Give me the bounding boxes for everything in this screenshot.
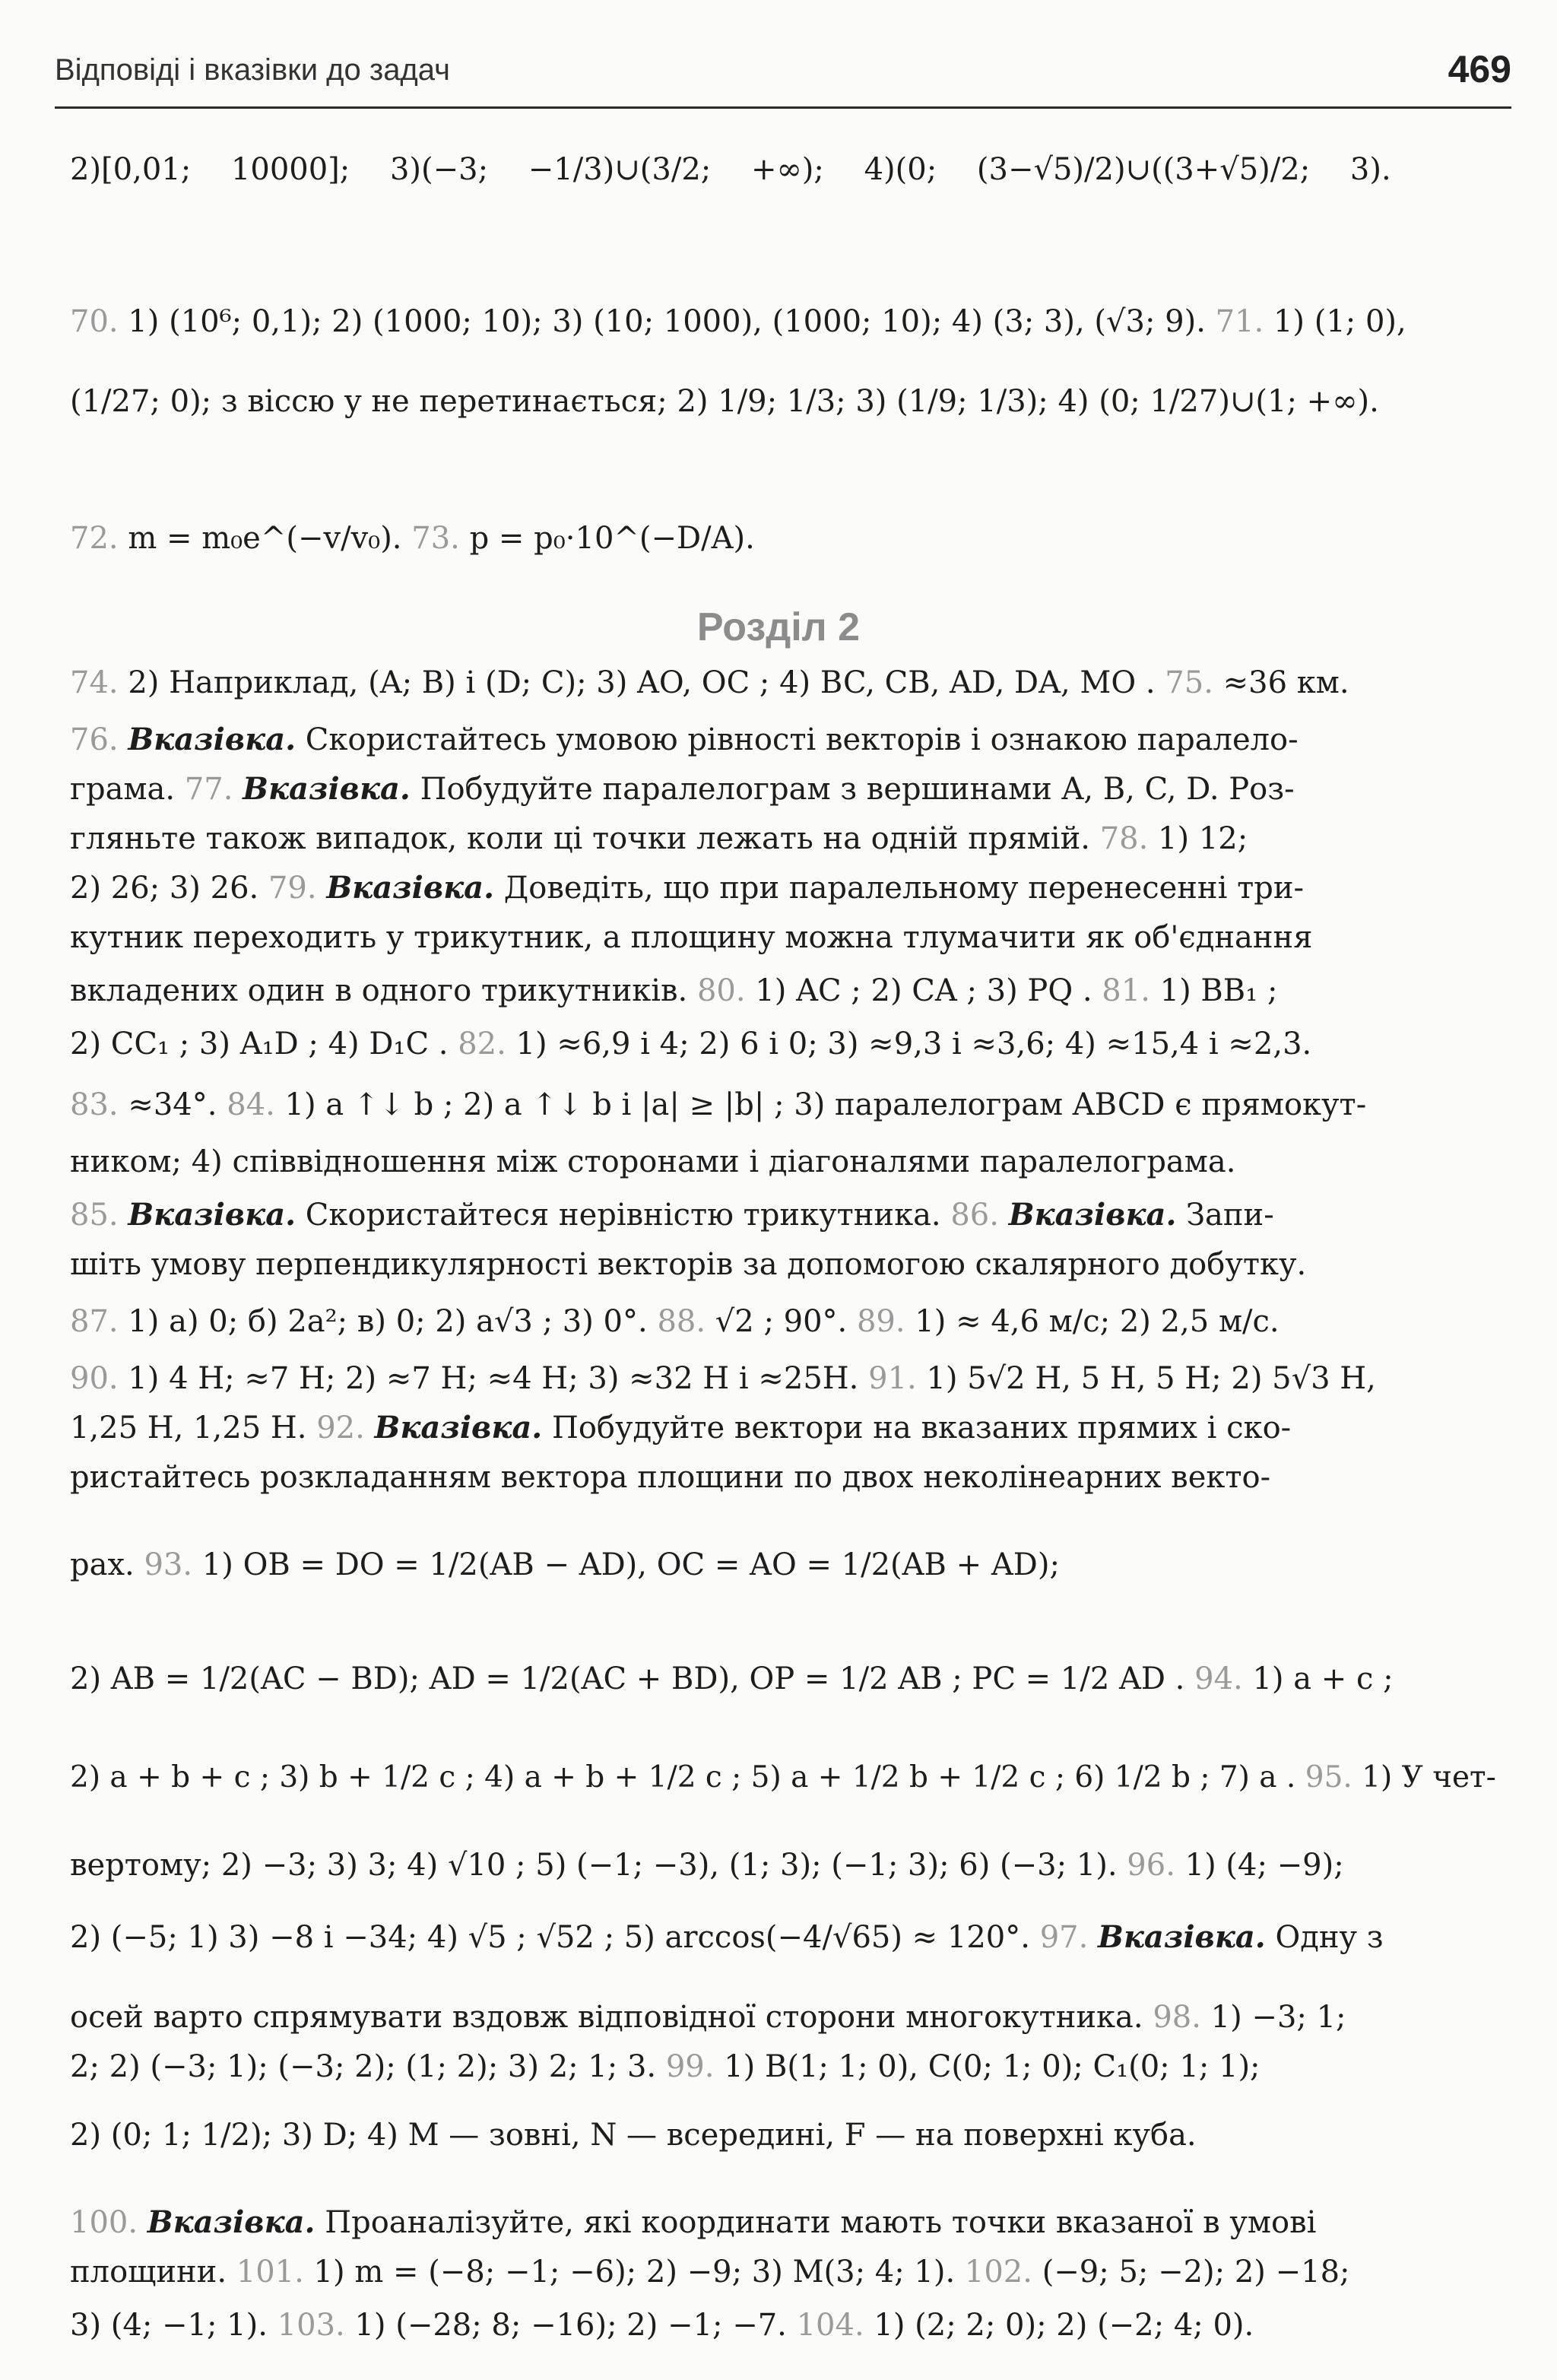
- answer-text: 1) (1; 0),: [1273, 304, 1406, 339]
- answer-line: [70, 2045, 1514, 2088]
- answer-line: [70, 1756, 1514, 1799]
- answer-line: [70, 517, 1514, 560]
- problem-number: 82.: [458, 1027, 506, 1061]
- problem-number: 101.: [236, 2255, 304, 2290]
- answer-text: (−9; 5; −2); 2) −18;: [1042, 2255, 1350, 2290]
- problem-number: 86.: [950, 1198, 999, 1233]
- problem-number: 70.: [70, 304, 119, 339]
- problem-number: 77.: [184, 772, 233, 807]
- answer-line: [70, 380, 1514, 423]
- problem-number: 94.: [1194, 1661, 1243, 1696]
- answer-text: площини.: [70, 2255, 227, 2290]
- problem-number: 103.: [277, 2308, 345, 2343]
- answer-text: 4)(0; (3−√5)/2)∪((3+√5)/2; 3).: [864, 152, 1391, 187]
- hint-label: Вказівка.: [1008, 1197, 1177, 1233]
- answer-text: 2) (0; 1; 1/2); 3) D; 4) M — зовні, N — всередині, F — на поверхні куба.: [70, 2118, 1197, 2153]
- answer-text: Доведіть, що при паралельному перенесенні три-: [503, 871, 1304, 906]
- answer-text: 1) B(1; 1; 0), C(0; 1; 0); C₁(0; 1; 1);: [724, 2049, 1261, 2084]
- answer-text: 2) 26; 3) 26.: [70, 871, 259, 906]
- answer-text: 2) CC₁ ; 3) A₁D ; 4) D₁C .: [70, 1027, 449, 1061]
- answer-line: [70, 1084, 1514, 1126]
- hint-label: Вказівка.: [128, 1197, 296, 1233]
- problem-number: 91.: [868, 1361, 917, 1396]
- answer-line: [70, 817, 1514, 860]
- problem-number: 76.: [70, 722, 119, 757]
- answer-line: [70, 1023, 1514, 1065]
- answer-text: 1) (2; 2; 0); 2) (−2; 4; 0).: [874, 2308, 1254, 2343]
- problem-number: 87.: [70, 1304, 119, 1339]
- answer-line: [70, 662, 1514, 704]
- answer-line: [70, 2114, 1514, 2156]
- answer-text: 3) (4; −1; 1).: [70, 2308, 268, 2343]
- answer-text: 2) a + b + c ; 3) b + 1/2 c ; 4) a + b + 1/2 c ; 5) a + 1/2 b + 1/2 c ; 6) 1/2 b ; 7) a .: [70, 1760, 1296, 1795]
- answer-text: Скористайтесь умовою рівності векторів і ознакою паралело-: [305, 722, 1299, 757]
- answer-line: [70, 1243, 1514, 1286]
- hint-label: Вказівка.: [147, 2204, 316, 2240]
- problem-number: 85.: [70, 1198, 119, 1233]
- answer-line: [70, 969, 1514, 1012]
- answer-text: 1) m = (−8; −1; −6); 2) −9; 3) M(3; 4; 1).: [313, 2255, 956, 2290]
- answer-text: Побудуйте паралелограм з вершинами A, B, C, D. Роз-: [420, 772, 1295, 807]
- problem-number: 95.: [1305, 1760, 1352, 1795]
- problem-number: 74.: [70, 665, 119, 700]
- problem-number: 81.: [1102, 973, 1150, 1008]
- problem-number: 75.: [1165, 665, 1213, 700]
- answer-text: 2) Наприклад, (A; B) і (D; C); 3) AO, OC ; 4) BC, CB, AD, DA, MO .: [128, 665, 1156, 700]
- answer-line: [70, 1996, 1514, 2039]
- answer-text: Скористайтеся нерівністю трикутника.: [305, 1198, 941, 1233]
- problem-number: 99.: [665, 2049, 715, 2084]
- problem-number: 80.: [696, 973, 746, 1008]
- section-title: Розділ 2: [696, 605, 861, 649]
- answer-text: 2)[0,01; 10000];: [70, 152, 350, 187]
- problem-number: 97.: [1039, 1920, 1089, 1955]
- answer-text: ником; 4) співвідношення між сторонами і діагоналями паралелограма.: [70, 1144, 1236, 1179]
- problem-number: 96.: [1127, 1848, 1175, 1883]
- answer-text: 1) AC ; 2) CA ; 3) PQ .: [755, 973, 1092, 1008]
- answer-line: [70, 1916, 1514, 1959]
- hint-label: Вказівка.: [128, 722, 296, 757]
- answer-text: Одну з: [1275, 1920, 1384, 1955]
- answer-text: ≈34°.: [128, 1087, 217, 1122]
- answer-text: 1) OB = DO = 1/2(AB − AD), OC = AO = 1/2(AB + AD);: [201, 1547, 1060, 1582]
- answer-line: [70, 1357, 1514, 1400]
- problem-number: 100.: [70, 2205, 138, 2240]
- answer-text: ≈36 км.: [1222, 665, 1349, 700]
- answer-text: 1) (10⁶; 0,1); 2) (1000; 10); 3) (10; 1000), (1000; 10); 4) (3; 3), (√3; 9).: [128, 304, 1206, 339]
- problem-number: 89.: [856, 1304, 905, 1339]
- answer-text: рах.: [70, 1547, 135, 1582]
- answer-text: шіть умову перпендикулярності векторів за допомогою скалярного добутку.: [70, 1247, 1307, 1282]
- answer-text: 1) BB₁ ;: [1159, 973, 1278, 1008]
- running-title: Відповіді і вказівки до задач: [55, 53, 450, 87]
- answer-text: √2 ; 90°.: [715, 1304, 848, 1339]
- answer-line: [70, 2201, 1514, 2244]
- problem-number: 88.: [657, 1304, 706, 1339]
- problem-number: 84.: [227, 1087, 275, 1122]
- problem-number: 90.: [70, 1361, 119, 1396]
- hint-label: Вказівка.: [1098, 1919, 1266, 1955]
- answer-text: Запи-: [1186, 1198, 1274, 1233]
- answer-line: [70, 916, 1514, 959]
- problem-number: 92.: [316, 1411, 365, 1445]
- answer-text: 1) a ↑↓ b ; 2) a ↑↓ b і |a| ≥ |b| ; 3) паралелограм ABCD є прямокут-: [284, 1087, 1367, 1122]
- hint-label: Вказівка.: [326, 870, 495, 906]
- answer-line: [70, 148, 1514, 191]
- answer-text: ристайтесь розкладанням вектора площини по двох неколінеарних векто-: [70, 1460, 1271, 1495]
- answer-line: [70, 2251, 1514, 2293]
- answer-line: [70, 1544, 1514, 1586]
- answer-text: 1) ≈ 4,6 м/с; 2) 2,5 м/с.: [915, 1304, 1280, 1339]
- answer-text: 3)(−3; −1/3)∪(3/2; +∞);: [389, 152, 824, 187]
- hint-label: Вказівка.: [374, 1410, 543, 1445]
- answer-text: вертому; 2) −3; 3) 3; 4) √10 ; 5) (−1; −3), (1; 3); (−1; 3); 6) (−3; 1).: [70, 1848, 1118, 1883]
- problem-number: 98.: [1153, 2000, 1201, 2035]
- answer-text: 1) (−28; 8; −16); 2) −1; −7.: [354, 2308, 787, 2343]
- answer-line: [70, 719, 1514, 761]
- problem-number: 79.: [268, 871, 317, 906]
- answer-text: 1) 4 Н; ≈7 Н; 2) ≈7 Н; ≈4 Н; 3) ≈32 Н і ≈25Н.: [128, 1361, 859, 1396]
- problem-number: 104.: [796, 2308, 864, 2343]
- answer-line: [70, 1456, 1514, 1499]
- problem-number: 93.: [144, 1547, 193, 1582]
- answer-text: 1) −3; 1;: [1210, 2000, 1346, 2035]
- answer-text: 1) a + c ;: [1252, 1661, 1394, 1696]
- answer-line: [70, 1844, 1514, 1887]
- answer-text: Проаналізуйте, які координати мають точки вказаної в умові: [325, 2205, 1317, 2240]
- answer-line: [70, 768, 1514, 811]
- hint-label: Вказівка.: [243, 771, 411, 807]
- answer-text: 1) У чет-: [1362, 1760, 1496, 1795]
- answer-text: 1) (4; −9);: [1184, 1848, 1344, 1883]
- answer-text: осей варто спрямувати вздовж відповідної сторони многокутника.: [70, 2000, 1143, 2035]
- answer-text: 1) а) 0; б) 2a²; в) 0; 2) a√3 ; 3) 0°.: [128, 1304, 648, 1339]
- answer-text: грама.: [70, 772, 176, 807]
- answer-text: вкладених один в одного трикутників.: [70, 973, 688, 1008]
- answer-line: [70, 867, 1514, 909]
- page-header: [55, 47, 1511, 109]
- page-number: 469: [1448, 48, 1511, 90]
- answer-text: 1,25 Н, 1,25 Н.: [70, 1411, 307, 1445]
- answer-text: 1) 5√2 Н, 5 Н, 5 Н; 2) 5√3 Н,: [926, 1361, 1376, 1396]
- answer-line: [70, 1141, 1514, 1183]
- answer-line: [70, 1658, 1514, 1700]
- problem-number: 73.: [411, 521, 460, 556]
- answer-text: Побудуйте вектори на вказаних прямих і ско-: [551, 1411, 1292, 1445]
- answer-text: 2; 2) (−3; 1); (−3; 2); (1; 2); 3) 2; 1; 3.: [70, 2049, 657, 2084]
- answer-text: (1/27; 0); з віссю y не перетинається; 2) 1/9; 1/3; 3) (1/9; 1/3); 4) (0; 1/27)∪(1; +∞).: [70, 384, 1379, 419]
- answer-line: [70, 1300, 1514, 1343]
- answer-line: [70, 1407, 1514, 1449]
- answer-text: 1) ≈6,9 і 4; 2) 6 і 0; 3) ≈9,3 і ≈3,6; 4) ≈15,4 і ≈2,3.: [515, 1027, 1312, 1061]
- problem-number: 72.: [70, 521, 119, 556]
- answer-text: m = m₀e^(−v/v₀).: [128, 521, 402, 556]
- problem-number: 78.: [1099, 821, 1149, 856]
- answer-text: 1) 12;: [1158, 821, 1248, 856]
- answer-text: 2) AB = 1/2(AC − BD); AD = 1/2(AC + BD), OP = 1/2 AB ; PC = 1/2 AD .: [70, 1661, 1185, 1696]
- answer-text: 2) (−5; 1) 3) −8 і −34; 4) √5 ; √52 ; 5) arccos(−4/√65) ≈ 120°.: [70, 1920, 1030, 1955]
- answer-line: [70, 300, 1514, 343]
- answer-text: p = p₀·10^(−D/A).: [469, 521, 755, 556]
- answer-text: гляньте також випадок, коли ці точки лежать на одній прямій.: [70, 821, 1090, 856]
- answer-line: [70, 1194, 1514, 1236]
- problem-number: 71.: [1215, 304, 1264, 339]
- answer-text: кутник переходить у трикутник, а площину можна тлумачити як об'єднання: [70, 920, 1313, 955]
- problem-number: 83.: [70, 1087, 119, 1122]
- answer-line: [70, 2304, 1514, 2347]
- problem-number: 102.: [964, 2255, 1032, 2290]
